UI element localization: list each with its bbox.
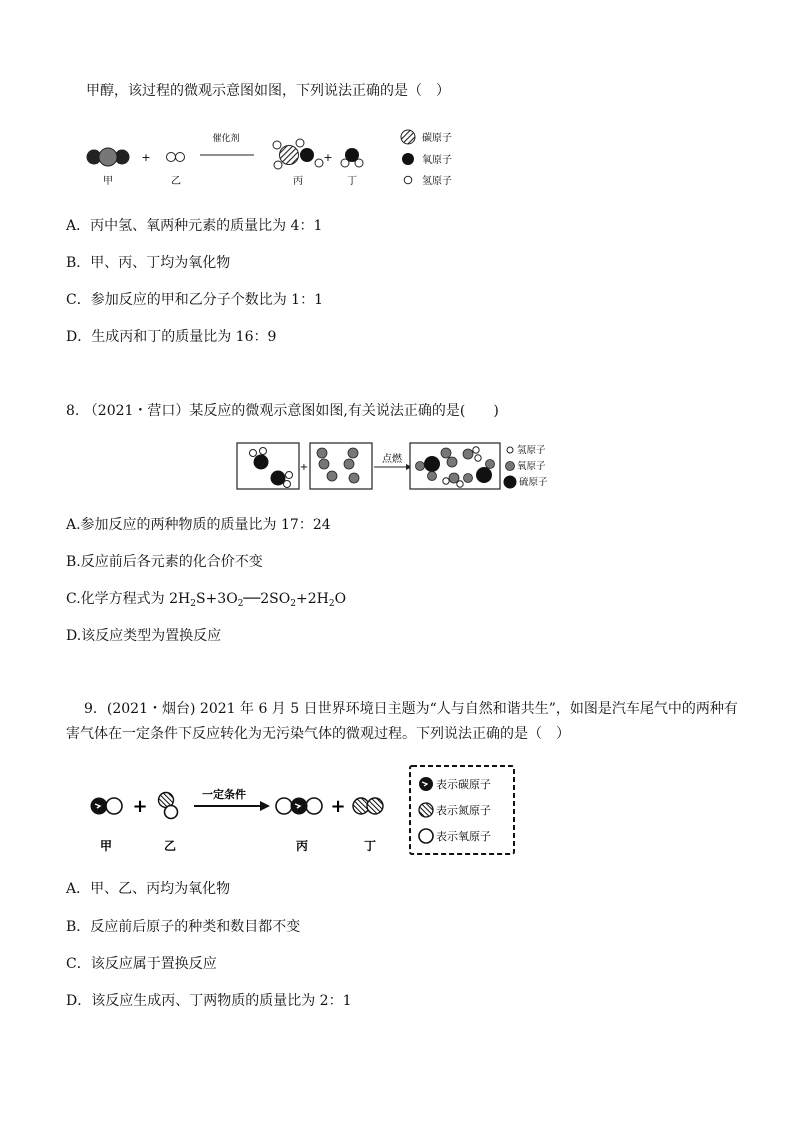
q9-option-c: C．该反应属于置换反应	[66, 956, 217, 972]
q7-co2-molecule	[87, 148, 130, 166]
q7-h2-molecule	[167, 153, 185, 162]
catalyst-label: 催化剂	[212, 134, 240, 144]
q7-stem: 甲醇，该过程的微观示意图如图，下列说法正确的是（ ）	[86, 83, 450, 99]
q9-no-molecule	[159, 793, 178, 819]
label-yi: 乙	[171, 176, 181, 187]
q7-water-molecule	[341, 148, 363, 167]
q8-option-b: B.反应前后各元素的化合价不变	[66, 554, 263, 570]
q7-option-b: B．甲、丙、丁均为氧化物	[66, 255, 231, 271]
q8-legend	[504, 444, 549, 489]
plus-sign: +	[299, 462, 309, 473]
q8-stem: 8. （2021・营口）某反应的微观示意图如图,有关说法正确的是( )	[66, 403, 499, 419]
plus-sign: +	[330, 796, 346, 817]
legend-hydrogen: 氢原子	[517, 445, 546, 456]
q9-co2-molecule	[276, 798, 322, 815]
q7-option-a: A．丙中氢、氧两种元素的质量比为 4：1	[66, 218, 323, 234]
q8-option-d: D.该反应类型为置换反应	[66, 628, 222, 644]
q9-option-a: A．甲、乙、丙均为氧化物	[66, 881, 231, 897]
label-bing: 丙	[293, 176, 303, 187]
q7-reaction-figure	[82, 124, 482, 190]
q7-option-d: D．生成丙和丁的质量比为 16：9	[66, 329, 277, 345]
label-jia: 甲	[99, 839, 113, 853]
q7-option-c: C．参加反应的甲和乙分子个数比为 1：1	[66, 292, 323, 308]
q8-reaction-figure	[236, 440, 566, 494]
q8-option-a: A.参加反应的两种物质的质量比为 17：24	[66, 517, 331, 533]
q9-option-b: B．反应前后原子的种类和数目都不变	[66, 919, 301, 935]
plus-sign: +	[141, 151, 151, 164]
legend-hydrogen: 氢原子	[422, 176, 452, 187]
label-ding: 丁	[347, 176, 357, 187]
plus-sign: +	[323, 151, 333, 164]
q9-legend	[419, 777, 491, 843]
q9-n2-molecule	[353, 798, 383, 814]
q9-option-d: D．该反应生成丙、丁两物质的质量比为 2：1	[66, 993, 352, 1009]
label-ding: 丁	[363, 839, 377, 853]
label-yi: 乙	[163, 839, 177, 853]
q9-reaction-figure	[84, 764, 520, 858]
q7-methanol-molecule	[273, 139, 323, 169]
q9-co-molecule	[91, 798, 123, 815]
legend-sulfur: 硫原子	[519, 477, 548, 488]
label-jia: 甲	[103, 176, 113, 187]
condition-label: 一定条件	[202, 788, 246, 801]
q7-legend	[401, 130, 452, 187]
plus-sign: +	[132, 796, 148, 817]
legend-carbon: 表示碳原子	[436, 778, 491, 791]
q9-stem-line1: 9．(2021・烟台) 2021 年 6 月 5 日世界环境日主题为“人与自然和谐共生”，如图是汽车尾气中的两种有	[84, 701, 738, 717]
legend-oxygen: 表示氧原子	[436, 830, 491, 843]
q9-stem-line2: 害气体在一定条件下反应转化为无污染气体的微观过程。下列说法正确的是（ ）	[66, 726, 570, 742]
q8-option-c: C.化学方程式为 $2H_2S+3O_2──2SO_2+2H_2O$	[66, 591, 347, 609]
ignite-label: 点燃	[382, 454, 402, 465]
legend-carbon: 碳原子	[422, 133, 452, 144]
legend-oxygen: 氧原子	[422, 155, 452, 166]
label-bing: 丙	[295, 839, 309, 853]
legend-oxygen: 氧原子	[517, 461, 546, 472]
legend-nitrogen: 表示氮原子	[436, 804, 491, 817]
